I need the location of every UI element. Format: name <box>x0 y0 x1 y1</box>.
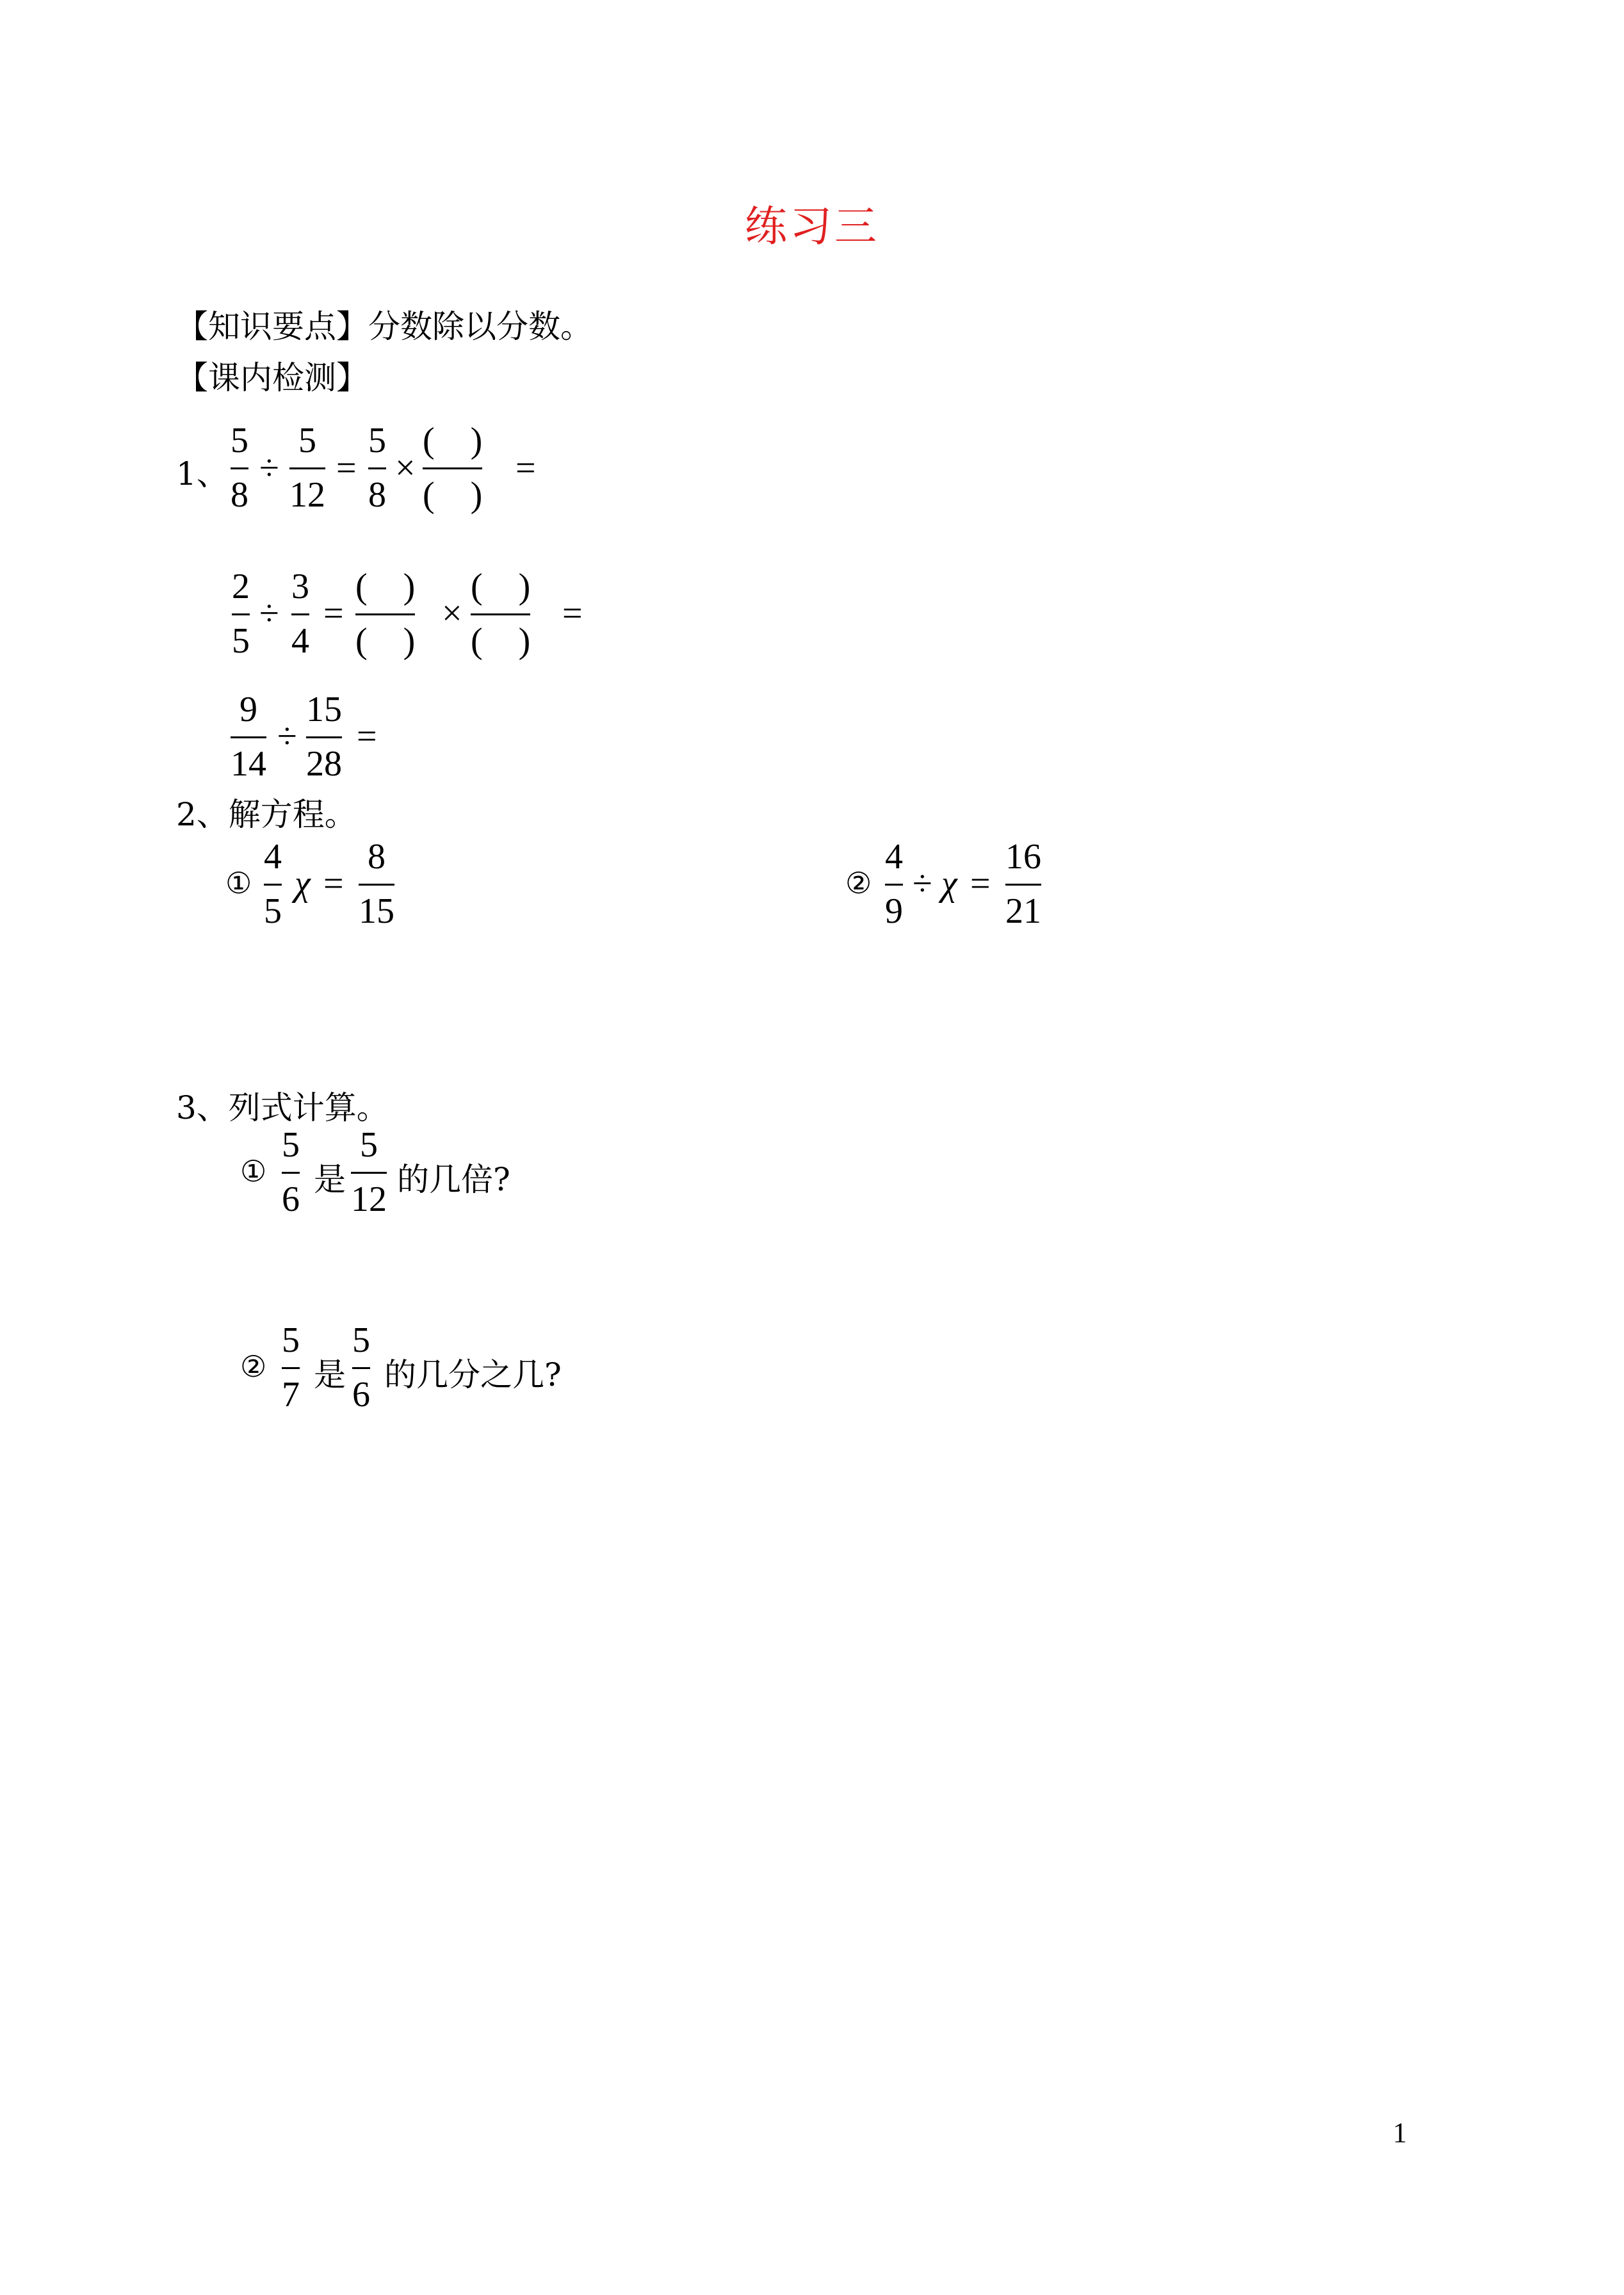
class-check-heading: 【课内检测】 <box>176 359 368 396</box>
word-shi: 是 <box>314 1161 346 1198</box>
fraction: 5 6 <box>352 1320 370 1415</box>
times-sign: × <box>395 448 416 488</box>
equals-sign: = <box>970 864 991 904</box>
fraction: 8 15 <box>359 837 394 931</box>
fraction: 4 9 <box>885 837 903 931</box>
fraction: 9 14 <box>231 690 266 784</box>
fraction: 15 28 <box>306 690 342 784</box>
equals-sign: = <box>516 448 536 488</box>
knowledge-points: 【知识要点】分数除以分数。 <box>176 308 592 345</box>
question-3-label: 3、列式计算。 <box>176 1089 389 1126</box>
question-2-label: 2、解方程。 <box>176 796 357 833</box>
page-title: 练习三 <box>745 202 879 251</box>
fraction: 16 21 <box>1005 837 1041 931</box>
equals-sign: = <box>323 864 344 904</box>
variable-x: χ <box>295 864 311 904</box>
fraction: 5 8 <box>368 421 386 515</box>
blank-fraction[interactable]: ( ) ( ) <box>471 567 531 661</box>
fraction: 5 8 <box>231 421 248 515</box>
blank-fraction[interactable]: ( ) ( ) <box>423 421 483 515</box>
fraction: 5 6 <box>282 1125 300 1219</box>
fraction: 5 12 <box>289 421 325 515</box>
word-shi: 是 <box>314 1356 346 1393</box>
equals-sign: = <box>357 717 377 756</box>
variable-x: χ <box>941 864 957 904</box>
fraction: 3 4 <box>291 567 309 661</box>
fraction: 5 12 <box>351 1125 387 1219</box>
times-sign: × <box>442 594 462 633</box>
page-number: 1 <box>1393 2117 1407 2148</box>
circled-2-marker: ② <box>240 1349 267 1384</box>
equals-sign: = <box>562 594 583 633</box>
divide-sign: ÷ <box>277 717 297 756</box>
divide-sign: ÷ <box>259 448 279 488</box>
question-1-label: 1、 <box>176 455 229 492</box>
question-tail: 的几倍? <box>397 1161 510 1198</box>
fraction: 2 5 <box>232 567 250 661</box>
fraction: 4 5 <box>264 837 282 931</box>
circled-1-marker: ① <box>240 1154 267 1188</box>
question-tail: 的几分之几? <box>384 1356 562 1393</box>
equals-sign: = <box>336 448 357 488</box>
divide-sign: ÷ <box>913 864 932 904</box>
circled-2-marker: ② <box>845 866 872 900</box>
circled-1-marker: ① <box>225 866 252 900</box>
fraction: 5 7 <box>282 1320 300 1415</box>
equals-sign: = <box>323 594 344 633</box>
blank-fraction[interactable]: ( ) ( ) <box>355 567 416 661</box>
divide-sign: ÷ <box>259 594 279 633</box>
